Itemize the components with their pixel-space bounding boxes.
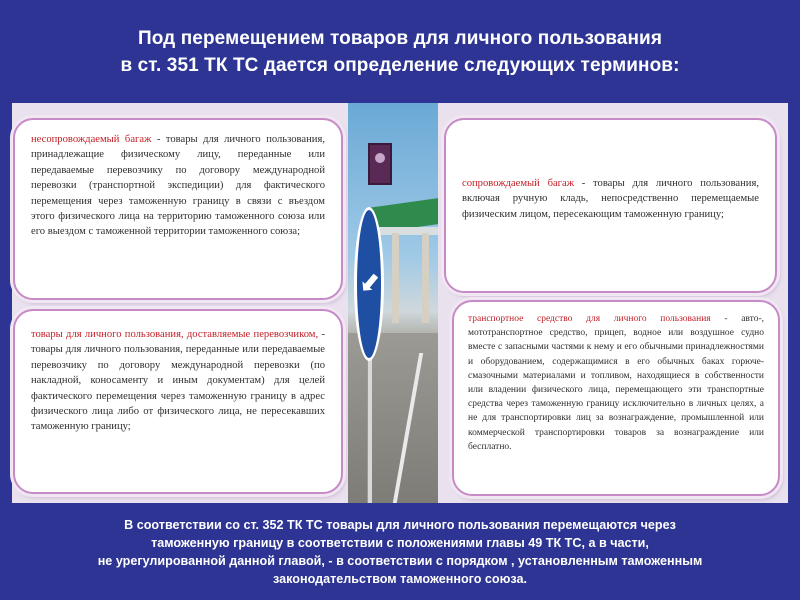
definition-text: - товары для личного пользования, переданные или передаваемые перевозчику по договору международной перевозки (по накладной, коносаменту и иным документам) для целей фактического перемещения через таможенную границу в адрес физического лица либо от физического лица, не пересекавших таможенную границу;	[31, 329, 325, 433]
billboard-image	[368, 143, 392, 185]
definition-card-personal-vehicle	[452, 300, 780, 496]
definition-card-unaccompanied-baggage	[13, 118, 343, 300]
term-label: несопровождаемый багаж	[31, 134, 152, 145]
definition-card-accompanied-baggage	[444, 118, 777, 293]
definition-text: - авто-, мототранспортное средство, прицеп, водное или воздушное судно вместе с запасными частями к нему и его обычными принадлежностями и оборудованием, содержащимися в его обычных баках горюче-смазочными материалами и топливом, находящиеся в собственности или владении физического лица, перемещающего эти транспортные средства через таможенную границу исключительно в личных целях, а не для транспортировки лиц за вознаграждение, промышленной или коммерческой транспортировки товаров за вознаграждение или бесплатно.	[468, 314, 764, 452]
footer-line-3: не урегулированной данной главой, - в соответствии с порядком , установленным таможенным	[97, 554, 703, 568]
footer-line-2: таможенную границу в соответствии с положениями главы 49 ТК ТС, а в части,	[151, 536, 649, 550]
title-banner	[0, 0, 800, 103]
footer-line-4: законодательством таможенного союза.	[273, 572, 527, 586]
slide-title-line-1: Под перемещением товаров для личного пользования	[137, 27, 663, 49]
left-border-stripe	[0, 103, 12, 503]
slide-title-line-2: в ст. 351 ТК ТС дается определение следующих терминов:	[120, 54, 680, 76]
definition-text: - товары для личного пользования, принадлежащие физическому лицу, переданные или передаваемые перевозчику по договору международной перевозки (транспортной экспедиции) для фактического перемещения через таможенную границу в связи с въездом этого физического лица на территорию таможенного союза или его выездом с таможенной территории таможенного союза;	[31, 134, 325, 238]
canopy-pillar	[422, 233, 429, 323]
definition-text: - товары для личного пользования, включая ручную кладь, непосредственно перемещаемые физическим лицом, пересекающим таможенную границу;	[462, 178, 759, 220]
footer-line-1: В соответствии со ст. 352 ТК ТС товары для личного пользования перемещаются через	[124, 518, 676, 532]
sign-pole	[367, 359, 372, 503]
customs-checkpoint-photo	[348, 103, 438, 503]
term-label: товары для личного пользования, доставляемые перевозчиком,	[31, 329, 319, 340]
footer-banner	[0, 503, 800, 600]
definition-card-carrier-delivered-goods	[13, 309, 343, 494]
road-sign-icon	[351, 207, 387, 361]
canopy-pillar	[392, 233, 399, 323]
road-image	[348, 333, 438, 503]
term-label: транспортное средство для личного пользования	[468, 314, 711, 324]
right-border-stripe	[788, 103, 800, 503]
arrow-down-icon: ⬇	[351, 265, 387, 303]
term-label: сопровождаемый багаж	[462, 178, 575, 189]
